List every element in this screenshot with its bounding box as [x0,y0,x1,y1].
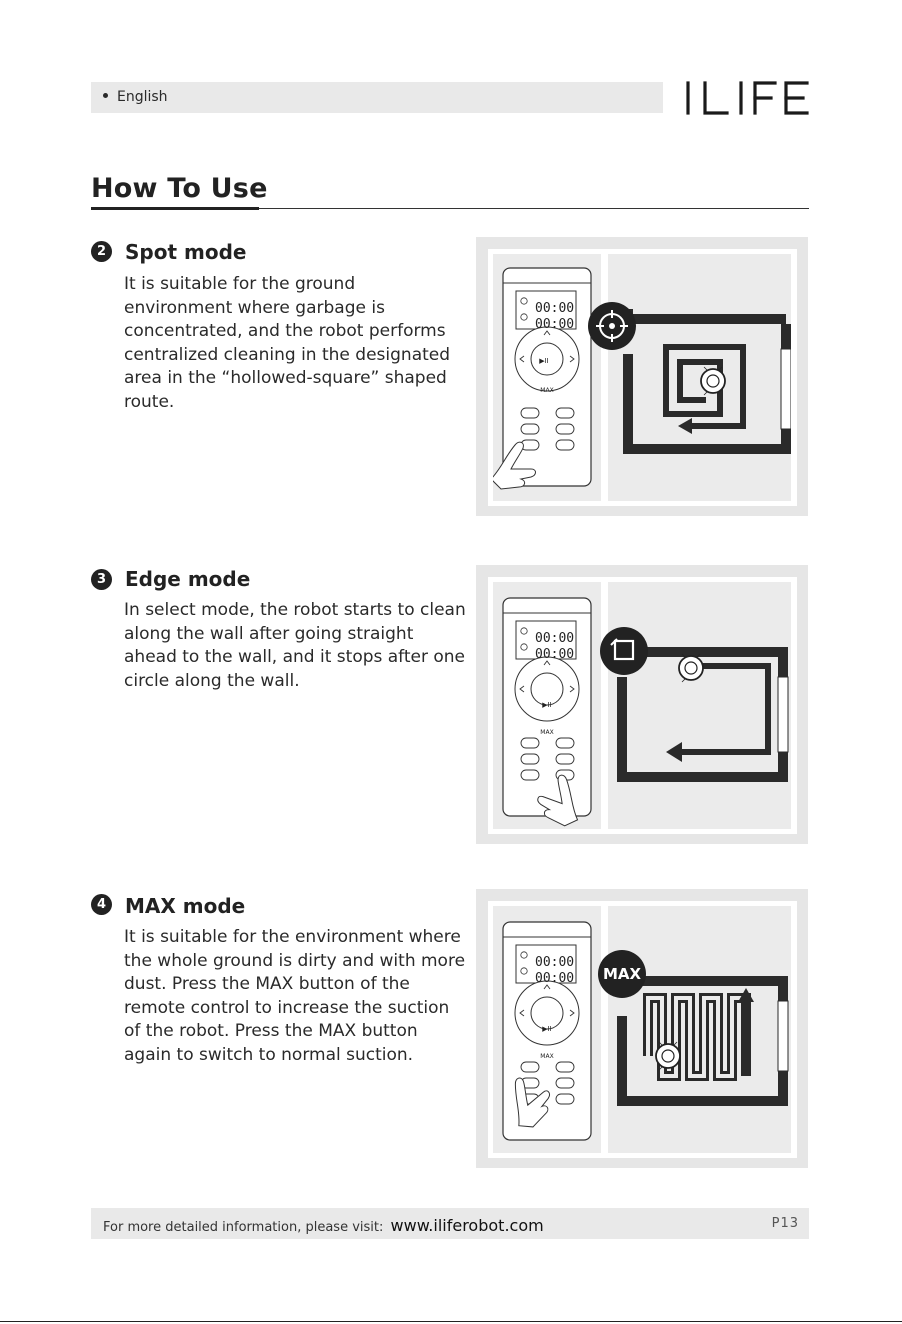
zigzag-route [608,906,791,1153]
section-body-spot-mode: It is suitable for the ground environment where garbage is concentrated, and the robot performs centralized cleaning in the designated area in the “hollowed-square” shaped route. [124,274,451,412]
remote-play-label: ▶II [542,1025,552,1033]
route-diagram-max [602,906,791,1153]
remote-control-icon [493,254,601,501]
footer-bar [91,1208,809,1239]
section-number-badge: 2 [91,241,112,262]
section-heading-spot-mode: Spot mode [125,240,247,264]
route-diagram-spot [608,254,791,501]
crosshair-icon [588,302,636,350]
edge-corner-icon [600,627,648,675]
section-heading-max-mode: MAX mode [125,894,246,918]
language-label: English [103,89,168,105]
remote-max-label: MAX [540,1053,554,1060]
remote-time-display-2: 00:00 [535,647,575,662]
section-heading-edge-mode: Edge mode [125,567,251,591]
robot-vacuum-icon [679,654,703,682]
title-underline-accent [91,207,259,210]
section-number-badge: 4 [91,894,112,915]
page-number: P13 [771,1216,799,1231]
page-title: How To Use [91,173,268,204]
section-body-edge-mode: In select mode, the robot starts to clean along the wall after going straight ahead to the wall, and it stops after one circle along the wall. [124,600,466,691]
remote-time-display-2: 00:00 [535,971,575,986]
remote-play-label: ▶II [542,701,552,709]
remote-control-icon [493,906,601,1153]
section-body-max-mode: It is suitable for the environment where the whole ground is dirty and with more dust. Press the MAX button of the remote control to increase the suction of the robot. Press the MAX button again to switch to normal suction. [124,927,466,1065]
edge-route [608,582,791,829]
remote-area [493,582,601,829]
bullet-icon [103,93,108,98]
remote-play-label: ▶II [539,357,549,365]
remote-time-display-2: 00:00 [535,317,575,332]
remote-area [493,906,601,1153]
footer-text: For more detailed information, please visit: www.iliferobot.com [103,1216,544,1235]
edge-mode-illustration [476,565,808,844]
section-number-badge: 3 [91,569,112,590]
remote-max-label: MAX [540,387,554,394]
language-bar [91,82,663,113]
max-mode-illustration [476,889,808,1168]
remote-time-display-1: 00:00 [535,301,575,316]
ilife-logo [683,79,809,117]
remote-time-display-1: 00:00 [535,631,575,646]
remote-area [493,254,601,501]
remote-control-icon [493,582,601,829]
remote-time-display-1: 00:00 [535,955,575,970]
hollowed-square-route [608,254,791,501]
website-link[interactable]: www.iliferobot.com [390,1216,544,1235]
remote-max-label: MAX [540,729,554,736]
route-diagram-edge [608,582,791,829]
max-badge-icon: MAX [598,950,646,998]
spot-mode-illustration [476,237,808,516]
page-bottom-rule [0,1321,902,1322]
